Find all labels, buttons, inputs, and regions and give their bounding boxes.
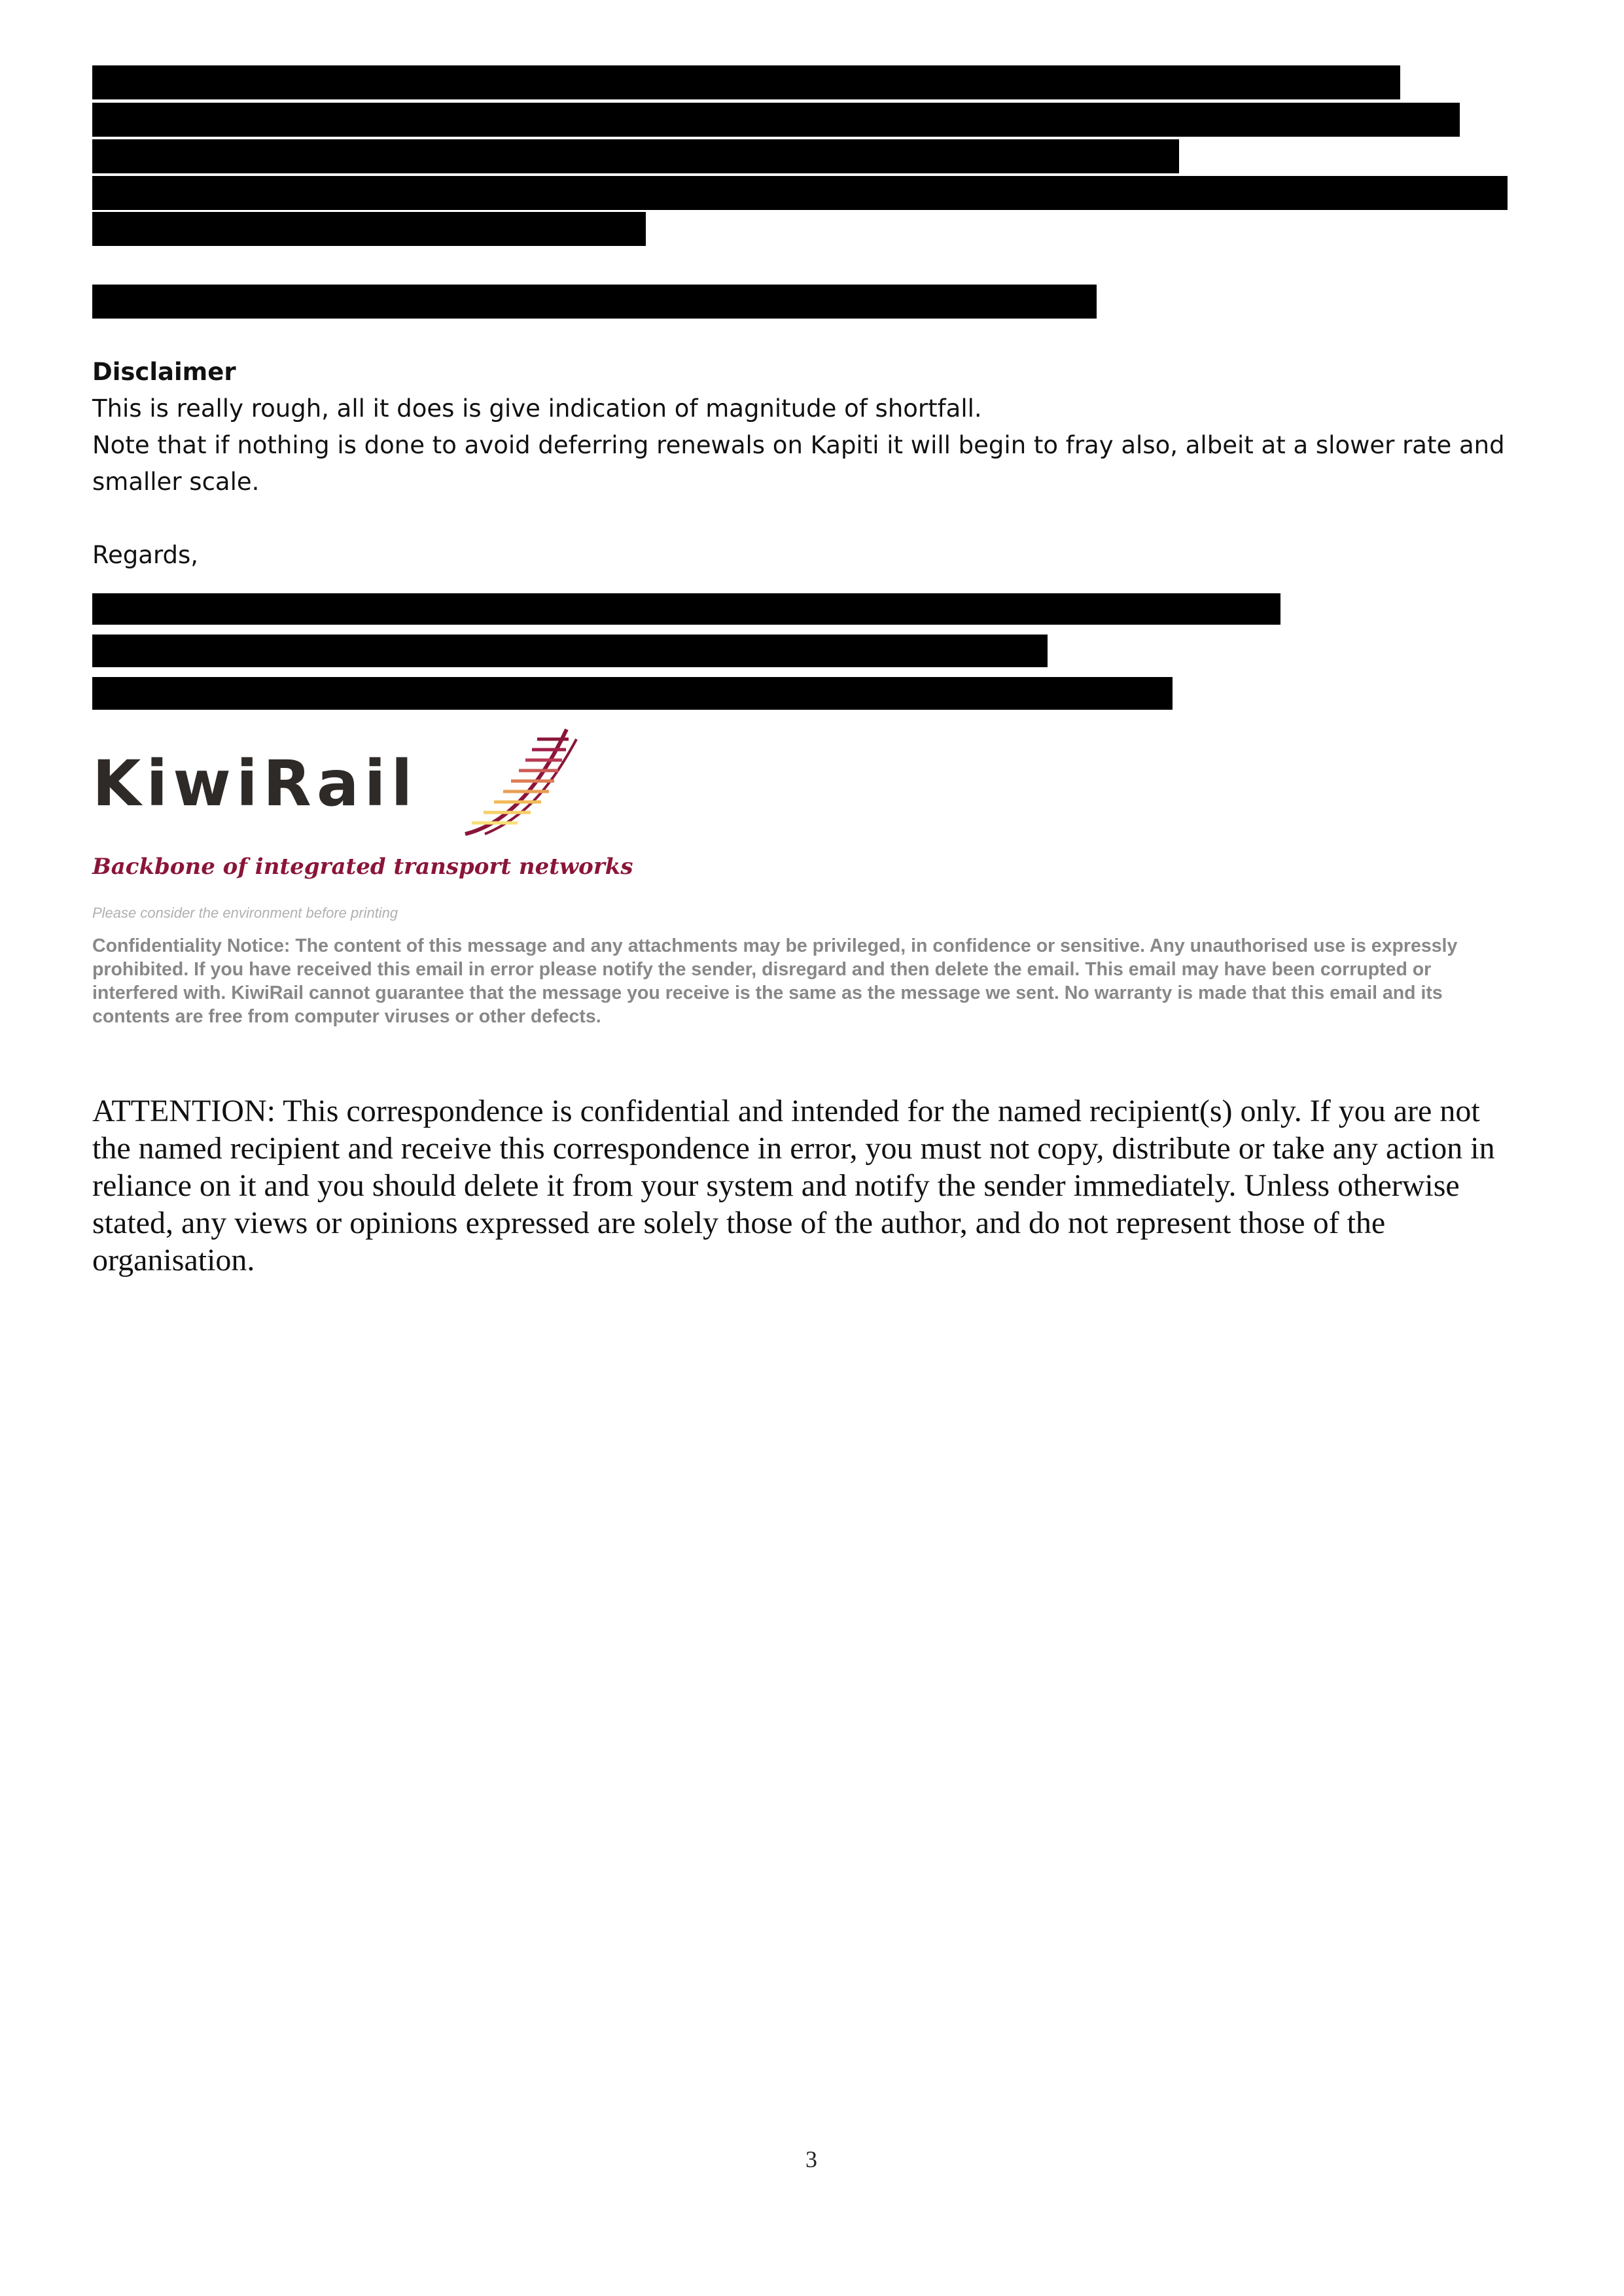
redaction-bar <box>92 677 1173 710</box>
environment-note: Please consider the environment before printing <box>92 905 398 921</box>
redaction-bar <box>92 65 1400 99</box>
kiwirail-logo <box>92 726 590 850</box>
redaction-bar <box>92 635 1048 667</box>
page-number: 3 <box>805 2146 817 2172</box>
logo-wordmark: KiwiRail <box>92 747 418 820</box>
closing-regards: Regards, <box>92 541 199 569</box>
redaction-bar <box>92 212 646 246</box>
redaction-bar <box>92 176 1508 210</box>
attention-notice: ATTENTION: This correspondence is confidential and intended for the named recipient(s) only. If you are not the named recipient and receive this correspondence in error, you must not copy, distribute or take any action in reliance on it and you should delete it from your system and notify the sender immediately. Unless otherwise stated, any views or opinions expressed are solely those of the author, and do not represent those of the organisation. <box>92 1094 1495 1278</box>
disclaimer-line: This is really rough, all it does is give indication of magnitude of shortfall. <box>92 394 982 423</box>
tagline: Backbone of integrated transport networks <box>92 854 633 880</box>
disclaimer-line: Note that if nothing is done to avoid deferring renewals on Kapiti it will begin to fray also, albeit at a slower rate and <box>92 431 1505 459</box>
confidentiality-notice: Confidentiality Notice: The content of this message and any attachments may be privileged, in confidence or sensitive. Any unauthorised use is expressly prohibited. If you have received this email in error please notify the sender, disregard and then delete the email. This email may have been corrupted or interfered with. KiwiRail cannot guarantee that the message you receive is the same as the message we sent. No warranty is made that this email and its contents are free from computer viruses or other defects. <box>92 935 1458 1027</box>
disclaimer-line: smaller scale. <box>92 468 260 496</box>
redaction-bar <box>92 285 1097 319</box>
redaction-bar <box>92 103 1460 137</box>
redaction-bar <box>92 593 1280 625</box>
disclaimer-heading: Disclaimer <box>92 358 236 386</box>
railway-track-icon <box>459 726 590 837</box>
redaction-bar <box>92 139 1179 173</box>
